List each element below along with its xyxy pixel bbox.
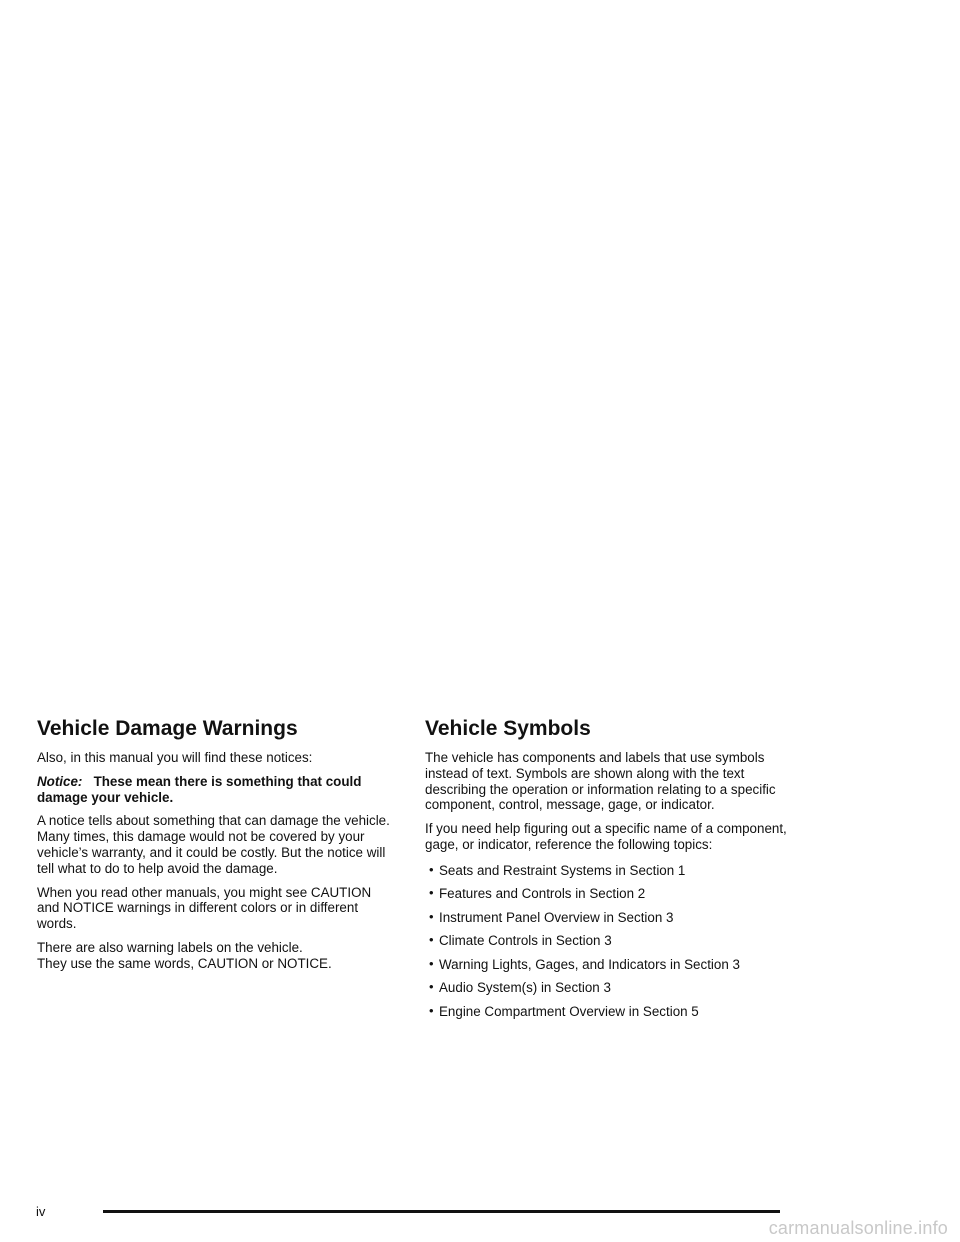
list-item: • Warning Lights, Gages, and Indicators in Section 3	[429, 955, 740, 972]
list-item: • Seats and Restraint Systems in Section 1	[429, 861, 686, 878]
notice-label: Notice:	[37, 773, 83, 789]
vehicle-symbols-section	[425, 716, 800, 1027]
section-heading: Vehicle Symbols	[425, 717, 591, 740]
bullet-icon: •	[429, 908, 434, 924]
notice-text: These mean there is something that could damage your vehicle.	[37, 773, 362, 805]
vehicle-damage-warnings-section	[37, 716, 392, 980]
footer-divider	[103, 1210, 780, 1213]
other-manuals-paragraph: When you read other manuals, you might see CAUTION and NOTICE warnings in different colors or in different words.	[37, 884, 372, 932]
list-item: • Climate Controls in Section 3	[429, 932, 612, 949]
warning-labels-paragraph	[37, 940, 392, 972]
bullet-icon: •	[429, 979, 434, 995]
section-heading: Vehicle Damage Warnings	[37, 717, 298, 740]
notice-paragraph	[37, 774, 392, 806]
list-item: • Audio System(s) in Section 3	[429, 979, 611, 996]
bullet-icon: •	[429, 861, 434, 877]
notice-explanation-paragraph: A notice tells about something that can damage the vehicle. Many times, this damage would not be covered by your vehicle’s warranty, and it could be costly. But the notice will tell what to do to help avoid the damage.	[37, 813, 390, 876]
list-item: • Instrument Panel Overview in Section 3	[429, 908, 674, 925]
list-item: • Engine Compartment Overview in Section 5	[429, 1002, 699, 1019]
intro-paragraph: Also, in this manual you will find these notices:	[37, 750, 313, 765]
topics-list	[425, 863, 800, 1020]
list-item: • Features and Controls in Section 2	[429, 885, 646, 902]
warning-labels-line-2: They use the same words, CAUTION or NOTICE.	[37, 955, 332, 971]
page-number: iv	[36, 1204, 46, 1219]
warning-labels-line-1: There are also warning labels on the vehicle.	[37, 939, 303, 955]
watermark: carmanualsonline.info	[768, 1218, 948, 1238]
bullet-icon: •	[429, 1002, 434, 1018]
bullet-icon: •	[429, 955, 434, 971]
bullet-icon: •	[429, 885, 434, 901]
symbols-intro-paragraph: The vehicle has components and labels that use symbols instead of text. Symbols are shown along with the text describing the operation or information relating to a specific component, control, message, gage, or indicator.	[425, 750, 776, 813]
bullet-icon: •	[429, 932, 434, 948]
help-paragraph: If you need help figuring out a specific name of a component, gage, or indicator, reference the following topics:	[425, 821, 787, 852]
